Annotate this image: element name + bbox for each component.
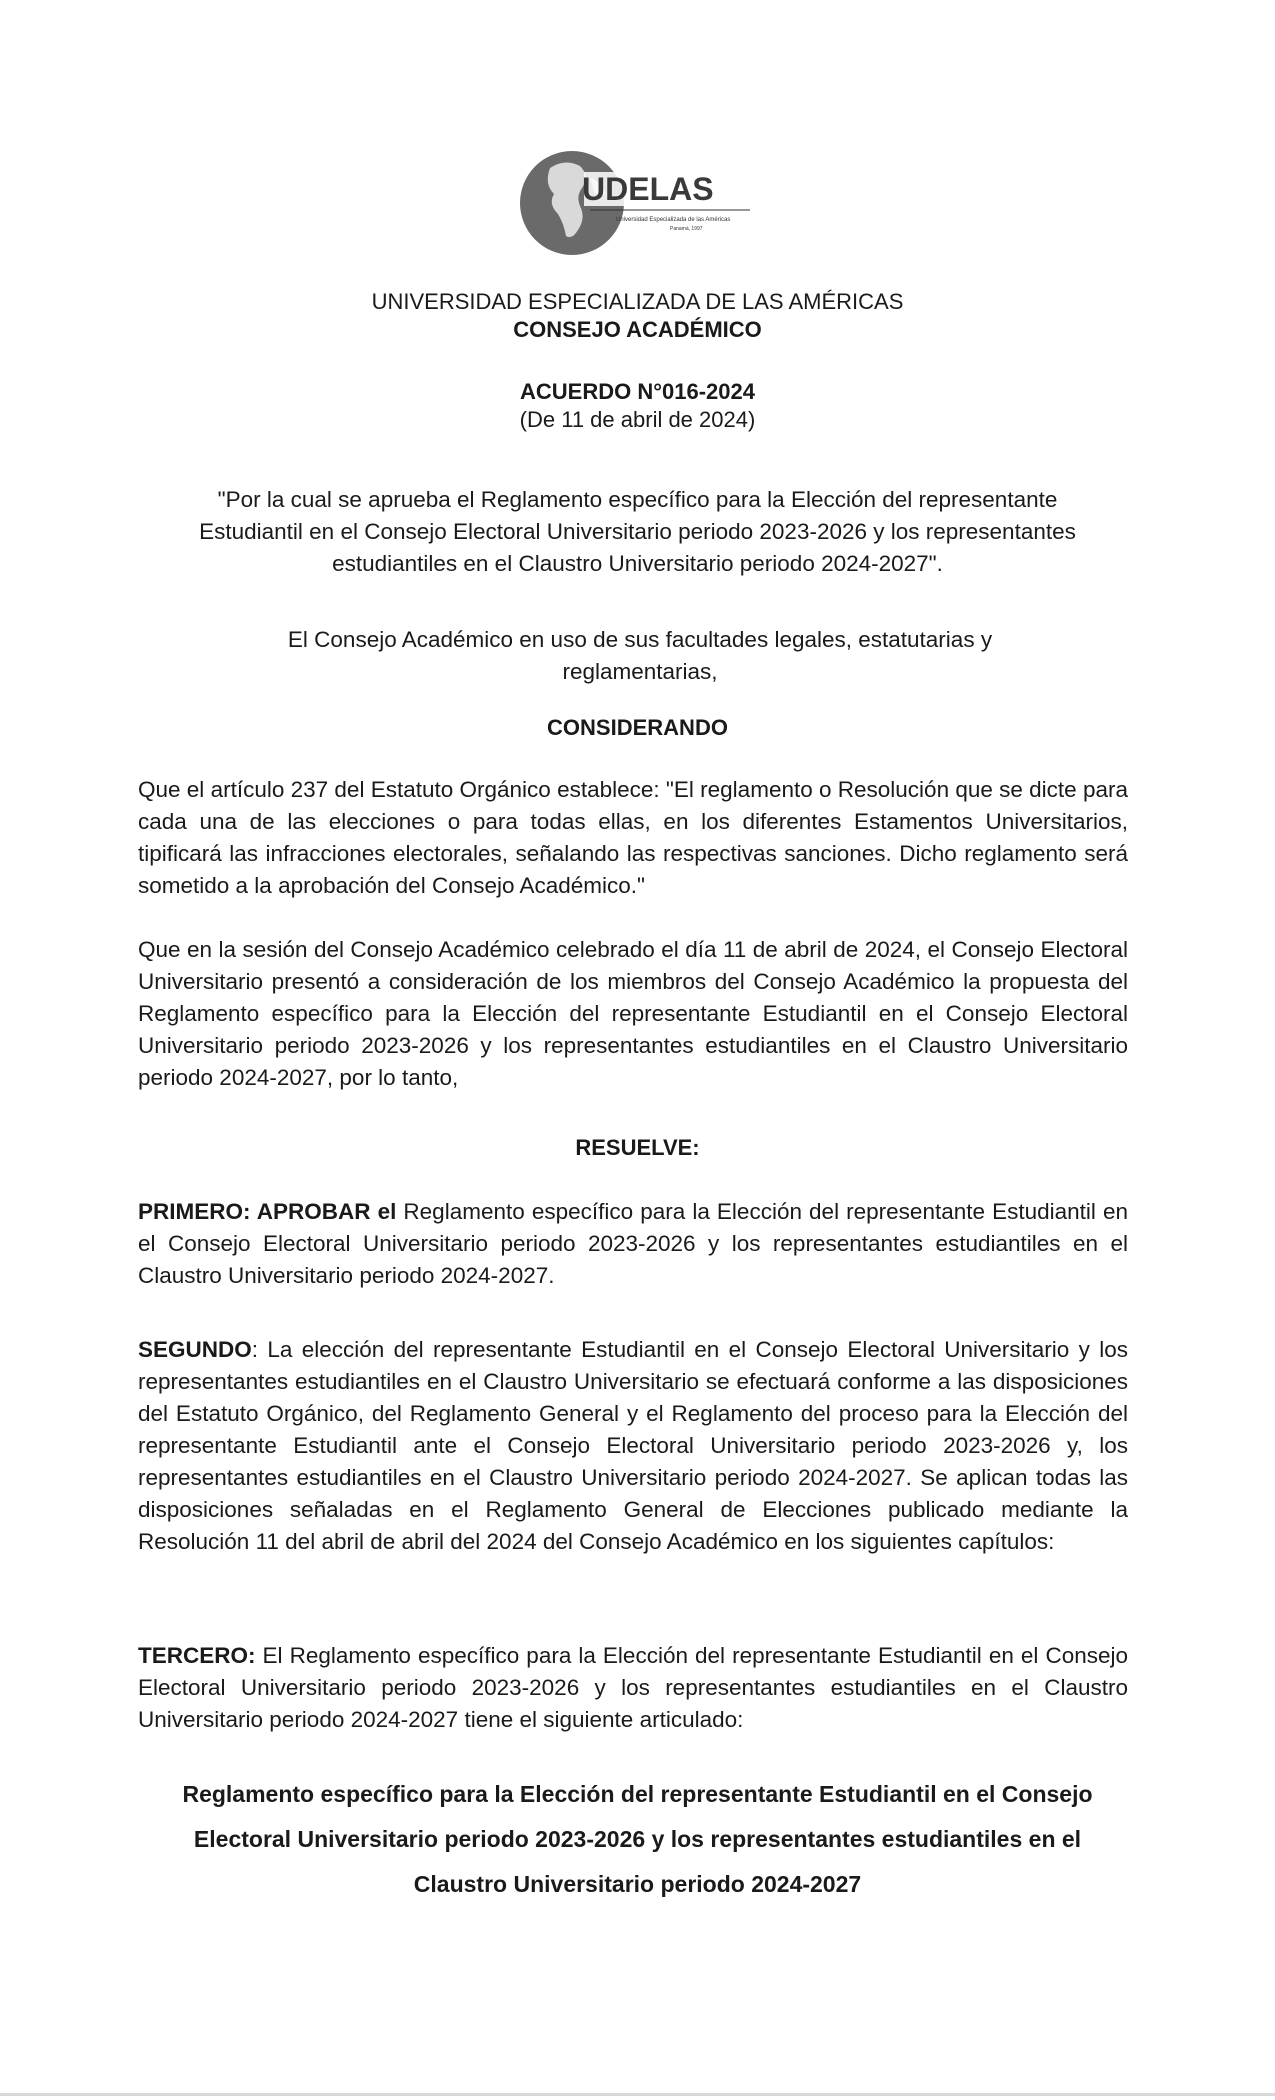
agreement-subject: "Por la cual se aprueba el Reglamento específico para la Elección del representante Estudiantil en el Consejo Electoral Universitario periodo 2023-2026 y los representantes estudiantiles en el Claustro Universitario periodo 2024-2027". (199, 487, 1076, 576)
considerando-title: CONSIDERANDO (547, 715, 728, 740)
agreement-date: (De 11 de abril de 2024) (519, 407, 756, 432)
resuelve-primero (138, 1196, 1128, 1292)
university-name: UNIVERSIDAD ESPECIALIZADA DE LAS AMÉRICAS (371, 289, 904, 314)
logo-year: Panamá, 1997 (670, 226, 703, 232)
resuelve-title: RESUELVE: (575, 1135, 700, 1160)
segundo-lead: SEGUNDO (138, 1337, 252, 1362)
primero-text: Reglamento específico para la Elección del representante Estudiantil en el Consejo Electoral Universitario periodo 2023-2026 y los representantes estudiantiles en el Claustro Universitario periodo 2024-2027. (138, 1199, 1128, 1288)
resuelve-tercero (138, 1640, 1128, 1736)
logo-wordmark: UDELAS (582, 171, 714, 207)
agreement-number: ACUERDO N°016-2024 (520, 379, 755, 404)
udelas-logo (520, 148, 760, 258)
segundo-text: : La elección del representante Estudiantil en el Consejo Electoral Universitario y los representantes estudiantiles en el Claustro Universitario se efectuará conforme a las disposiciones del Estatuto Orgánico, del Reglamento General y el Reglamento del proceso para la Elección del representante Estudiantil ante el Consejo Electoral Universitario periodo 2023-2026 y, los representantes estudiantiles en el Claustro Universitario periodo 2024-2027. Se aplican todas las disposiciones señaladas en el Reglamento General de Elecciones publicado mediante la Resolución 11 del abril de abril del 2024 del Consejo Académico en los siguientes capítulos: (138, 1337, 1128, 1554)
scan-edge (0, 2093, 1275, 2096)
considerando-paragraph-1: Que el artículo 237 del Estatuto Orgánico establece: "El reglamento o Resolución que se dicte para cada una de las elecciones o para todas ellas, en los diferentes Estamentos Universitarios, tipificará las infracciones electorales, señalando las respectivas sanciones. Dicho reglamento será sometido a la aprobación del Consejo Académico." (138, 777, 1128, 898)
council-name: CONSEJO ACADÉMICO (513, 317, 762, 342)
logo-subtitle: Universidad Especializada de las Américas (616, 217, 731, 223)
primero-lead: PRIMERO: APROBAR el (138, 1199, 397, 1224)
preamble: El Consejo Académico en uso de sus facultades legales, estatutarias y reglamentarias, (287, 627, 993, 684)
considerando-paragraph-2: Que en la sesión del Consejo Académico celebrado el día 11 de abril de 2024, el Consejo Electoral Universitario presentó a consideración de los miembros del Consejo Académico la propuesta del Reglamento específico para la Elección del representante Estudiantil en el Consejo Electoral Universitario periodo 2023-2026 y los representantes estudiantiles en el Claustro Universitario periodo 2024-2027, por lo tanto, (138, 937, 1128, 1090)
regulation-title: Reglamento específico para la Elección del representante Estudiantil en el Consejo Electoral Universitario periodo 2023-2026 y los representantes estudiantiles en el Claustro Universitario periodo 2024-2027 (182, 1781, 1093, 1897)
tercero-lead: TERCERO: (138, 1643, 256, 1668)
tercero-text: El Reglamento específico para la Elección del representante Estudiantil en el Consejo Electoral Universitario periodo 2023-2026 y los representantes estudiantiles en el Claustro Universitario periodo 2024-2027 tiene el siguiente articulado: (138, 1643, 1128, 1732)
resuelve-segundo (138, 1334, 1128, 1558)
